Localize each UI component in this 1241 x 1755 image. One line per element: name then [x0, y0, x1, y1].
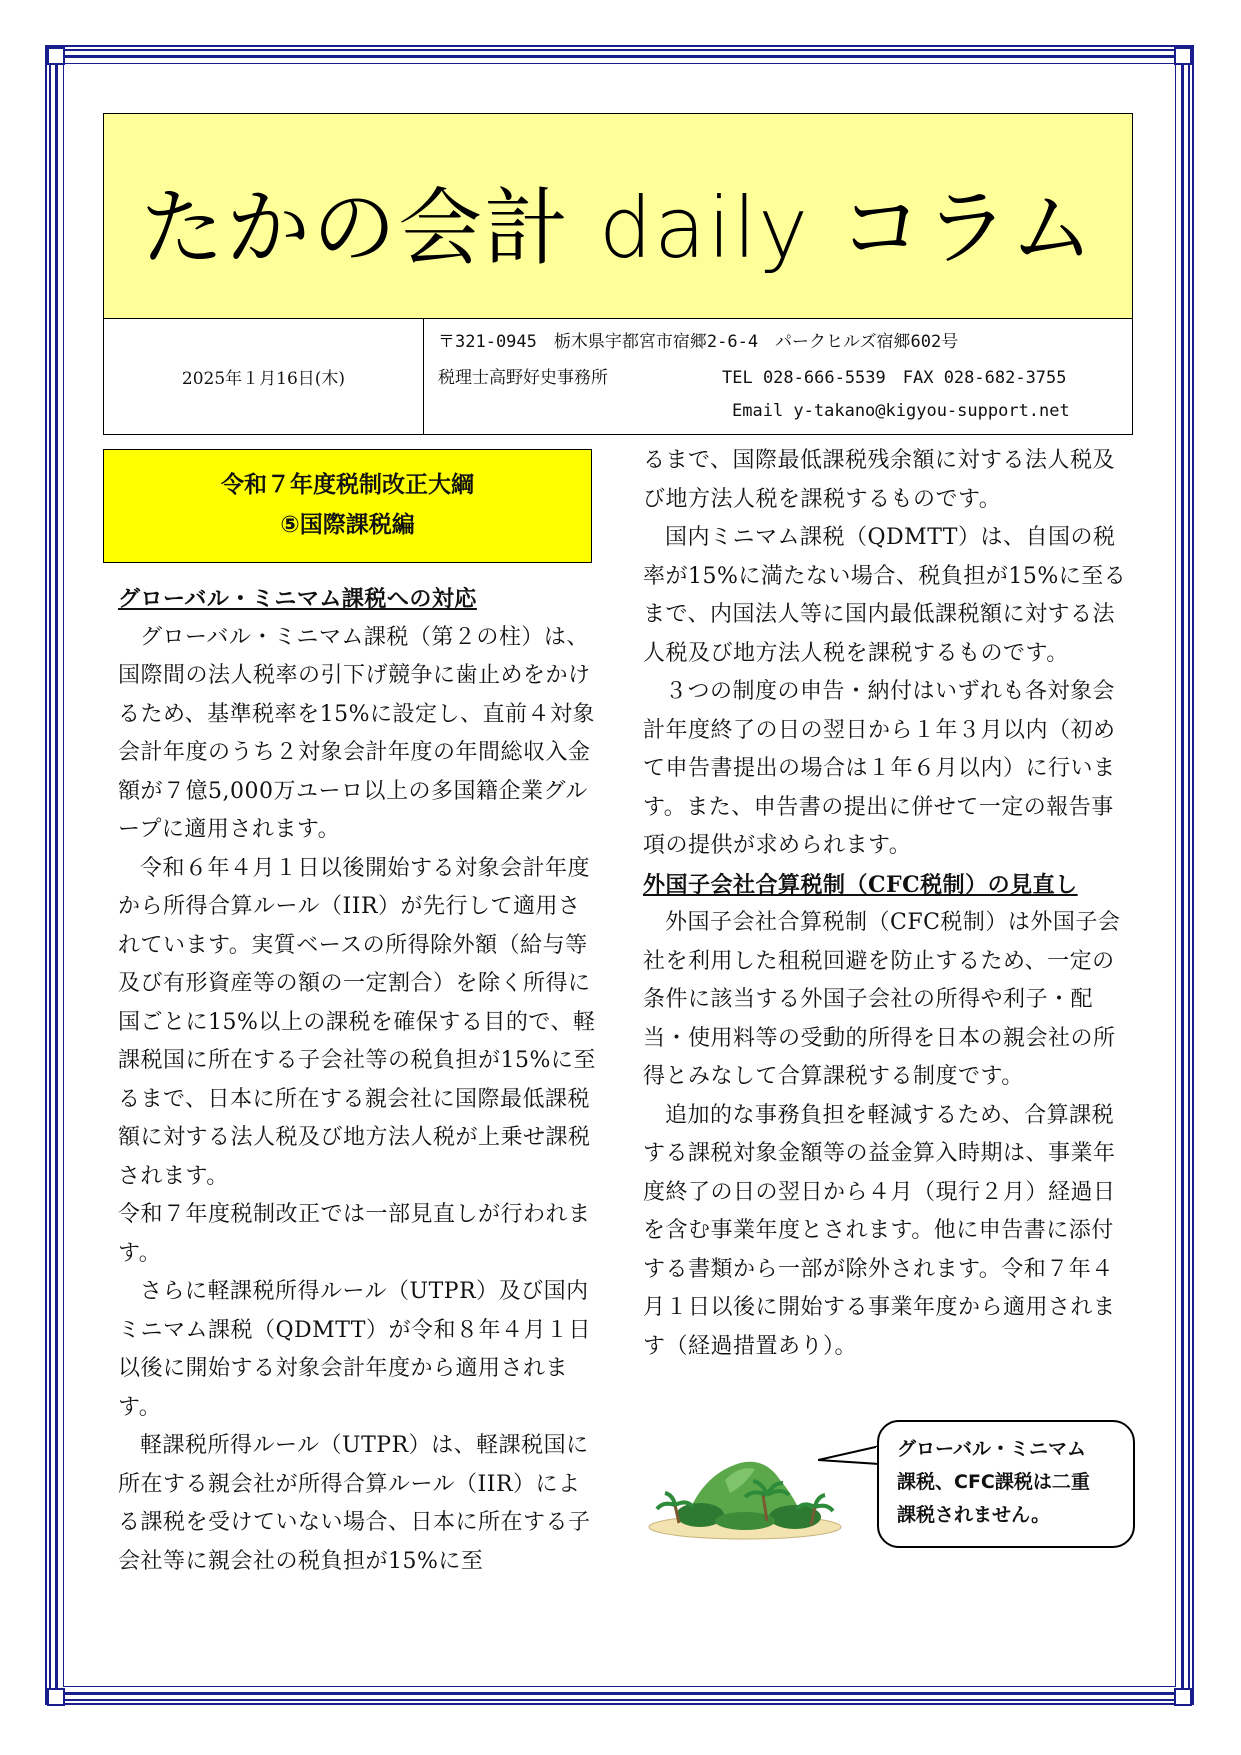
corner-ornament-top-left — [47, 47, 65, 65]
speech-bubble — [877, 1420, 1135, 1548]
paragraph: 令和６年４月１日以後開始する対象会計年度から所得合算ルール（IIR）が先行して適用されています。実質ベースの所得除外額（給与等及び有形資産等の額の一定割合）を除く所得に国ごとに15%以上の課税を確保する目的で、軽課税国に所在する子会社等の税負担が15%に至るまで、日本に所在する親会社に国際最低課税額に対する法人税及び地方法人税が上乗せ課税されます。 — [118, 855, 596, 1189]
contact-info-cell — [424, 319, 1132, 434]
bubble-text-line: 課税されません。 — [897, 1504, 1051, 1526]
title-banner — [104, 114, 1132, 319]
masthead — [103, 113, 1133, 435]
paragraph: 国内ミニマム課税（QDMTT）は、自国の税率が15%に満たない場合、税負担が15%に至るまで、内国法人等に国内最低課税額に対する法人税及び地方法人税を課税するものです。 — [643, 525, 1127, 666]
paragraph: さらに軽課税所得ルール（UTPR）及び国内ミニマム課税（QDMTT）が令和８年４月１日以後に開始する対象会計年度から適用されます。 — [118, 1279, 591, 1420]
paragraph: 外国子会社合算税制（CFC税制）は外国子会社を利用した租税回避を防止するため、一定の条件に該当する外国子会社の所得や利子・配当・使用料等の受動的所得を日本の親会社の所得とみなして合算課税する制度です。 — [643, 910, 1121, 1089]
office-email[interactable]: Email y-takano@kigyou-support.net — [732, 401, 1070, 421]
topic-banner — [103, 449, 592, 563]
topic-subtitle: ⑤国際課税編 — [280, 512, 415, 538]
office-phone-fax: TEL 028-666-5539 FAX 028-682-3755 — [722, 368, 1067, 388]
office-name: 税理士高野好史事務所 — [438, 368, 608, 388]
paragraph: 令和７年度税制改正では一部見直しが行われます。 — [118, 1202, 591, 1266]
left-column — [118, 580, 602, 1581]
bubble-text-line: 課税、CFC課税は二重 — [897, 1471, 1090, 1493]
section-heading-global-minimum-tax: グローバル・ミニマム課税への対応 — [118, 586, 477, 612]
issue-date: 2025年１月16日(木) — [181, 369, 346, 389]
speech-bubble-tail — [818, 1440, 882, 1470]
corner-ornament-top-right — [1174, 47, 1192, 65]
corner-ornament-bottom-right — [1174, 1688, 1192, 1706]
paragraph: 追加的な事務負担を軽減するため、合算課税する課税対象金額等の益金算入時期は、事業年度終了の日の翌日から４月（現行２月）経過日を含む事業年度とされます。他に申告書に添付する書類から一部が除外されます。令和７年４月１日以後に開始する事業年度から適用されます（経過措置あり）。 — [643, 1102, 1116, 1359]
paragraph: ３つの制度の申告・納付はいずれも各対象会計年度終了の日の翌日から１年３月以内（初めて申告書提出の場合は１年６月以内）に行います。また、申告書の提出に併せて一定の報告事項の提供が求められます。 — [643, 679, 1116, 858]
island-illustration — [645, 1435, 845, 1545]
topic-title: 令和７年度税制改正大綱 — [221, 472, 474, 498]
right-column — [643, 442, 1129, 1366]
paragraph: グローバル・ミニマム課税（第２の柱）は、国際間の法人税率の引下げ競争に歯止めをかけるため、基準税率を15%に設定し、直前４対象会計年度のうち２対象会計年度の年間総収入金額が７億5,000万ユーロ以上の多国籍企業グループに適用されます。 — [118, 624, 596, 842]
bubble-text-line: グローバル・ミニマム — [897, 1438, 1087, 1460]
office-address: 〒321-0945 栃木県宇都宮市宿郷2-6-4 パークヒルズ宿郷602号 — [438, 332, 959, 352]
corner-ornament-bottom-left — [47, 1688, 65, 1706]
paragraph: 軽課税所得ルール（UTPR）は、軽課税国に所在する親会社が所得合算ルール（IIR）による課税を受けていない場合、日本に所在する子会社等に親会社の税負担が15%に至 — [118, 1433, 591, 1574]
page-title: たかの会計 daily コラム — [140, 178, 1096, 277]
issue-date-cell — [104, 319, 424, 434]
section-heading-cfc-tax: 外国子会社合算税制（CFC税制）の見直し — [643, 871, 1078, 898]
paragraph: るまで、国際最低課税残余額に対する法人税及び地方法人税を課税するものです。 — [643, 448, 1116, 512]
